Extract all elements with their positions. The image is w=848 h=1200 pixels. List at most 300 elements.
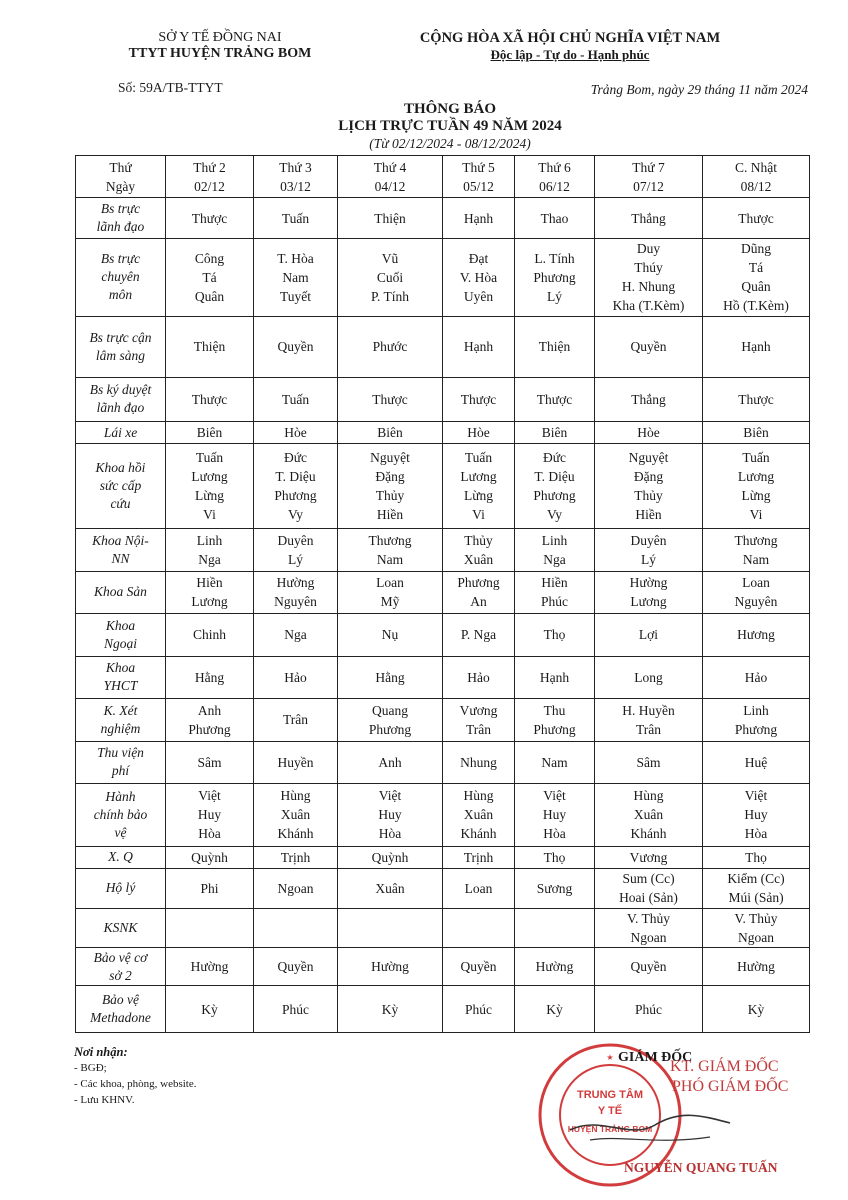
cell-line: Nụ bbox=[381, 627, 399, 643]
cell-line: Phương bbox=[368, 721, 412, 737]
cell-line: Biên bbox=[196, 425, 223, 441]
table-cell bbox=[703, 571, 810, 613]
row-label-cell bbox=[76, 571, 166, 613]
cell-line: Biên bbox=[541, 425, 568, 441]
cell-line: Thọ bbox=[543, 627, 566, 643]
cell-line: Phi bbox=[200, 880, 219, 896]
cell-line: Kỳ bbox=[381, 1001, 399, 1017]
table-row bbox=[76, 238, 810, 316]
cell-line: P. Tính bbox=[370, 288, 409, 304]
table-cell bbox=[254, 846, 338, 868]
cell-line: Lương bbox=[191, 469, 228, 485]
row-label-line: Lái xe bbox=[103, 424, 138, 440]
cell-line: Đặng bbox=[375, 469, 405, 485]
table-cell bbox=[443, 869, 515, 908]
table-cell bbox=[338, 869, 443, 908]
row-label-line: Khoa bbox=[105, 660, 136, 676]
row-label-cell bbox=[76, 846, 166, 868]
cell-line: Phúc bbox=[282, 1001, 309, 1017]
cell-line: T. Diệu bbox=[534, 469, 575, 485]
cell-line: 04/12 bbox=[374, 178, 406, 194]
table-cell bbox=[166, 377, 254, 422]
cell-line: Hiền bbox=[196, 575, 223, 591]
cell-line: H. Huyền bbox=[622, 702, 675, 718]
table-row bbox=[76, 947, 810, 985]
table-cell bbox=[443, 377, 515, 422]
cell-line: Duyên bbox=[630, 532, 667, 548]
cell-line: Phước bbox=[372, 339, 408, 355]
cell-line: Loan bbox=[464, 880, 493, 896]
cell-line: Đạt bbox=[468, 250, 489, 266]
cell-line: Uyên bbox=[463, 288, 494, 304]
cell-line: 05/12 bbox=[463, 178, 494, 194]
table-cell bbox=[595, 238, 703, 316]
table-cell bbox=[703, 846, 810, 868]
table-cell bbox=[443, 741, 515, 783]
table-cell bbox=[338, 908, 443, 947]
cell-line: Biên bbox=[743, 425, 769, 441]
row-label-line: Khoa Nội- bbox=[92, 532, 149, 548]
cell-line: Tá bbox=[748, 260, 764, 276]
cell-line: Thứ 4 bbox=[373, 159, 407, 175]
table-cell bbox=[338, 656, 443, 698]
cell-line: Thương bbox=[368, 532, 412, 548]
row-label-line: Bs trực cận bbox=[89, 329, 152, 345]
table-cell bbox=[595, 947, 703, 985]
cell-line: Việt bbox=[543, 788, 566, 804]
cell-line: Đức bbox=[542, 450, 567, 466]
cell-line: Thắng bbox=[631, 391, 666, 407]
cell-line: Lý bbox=[547, 288, 562, 304]
row-label-line: Ngoại bbox=[103, 635, 137, 651]
cell-line: Xuân bbox=[463, 551, 494, 567]
table-cell bbox=[515, 869, 595, 908]
cell-line: Hiền bbox=[541, 575, 568, 591]
cell-line: Hạnh bbox=[539, 669, 570, 685]
cell-line: Phương bbox=[533, 488, 576, 504]
row-label-line: lâm sàng bbox=[95, 347, 146, 363]
table-cell bbox=[254, 198, 338, 238]
table-cell bbox=[595, 908, 703, 947]
cell-line: Hòa bbox=[744, 826, 768, 842]
cell-line: Nga bbox=[284, 627, 307, 643]
cell-line: Loan bbox=[742, 575, 770, 591]
table-cell bbox=[703, 238, 810, 316]
cell-line: Múi (Sản) bbox=[728, 890, 784, 906]
cell-line: Hạnh bbox=[463, 339, 494, 355]
cell-line: Thủy bbox=[375, 488, 405, 504]
table-cell bbox=[166, 198, 254, 238]
cell-line: Việt bbox=[744, 788, 768, 804]
table-cell bbox=[166, 529, 254, 571]
cell-line: Quyền bbox=[460, 959, 497, 975]
cell-line: Nguyên bbox=[734, 594, 778, 610]
cell-line: Xuân bbox=[463, 807, 494, 823]
table-row bbox=[76, 699, 810, 741]
cell-line: Huyền bbox=[277, 754, 314, 770]
svg-text:★: ★ bbox=[606, 1053, 614, 1062]
table-cell bbox=[515, 198, 595, 238]
cell-line: Hòa bbox=[198, 826, 221, 842]
cell-line: Hiền bbox=[635, 507, 662, 523]
table-cell bbox=[338, 614, 443, 656]
cell-line: Hòe bbox=[637, 425, 660, 441]
table-cell bbox=[443, 198, 515, 238]
row-label-cell bbox=[76, 422, 166, 444]
table-cell bbox=[443, 986, 515, 1033]
table-cell bbox=[254, 238, 338, 316]
cell-line: Khánh bbox=[460, 826, 497, 842]
cell-line: Thiện bbox=[538, 339, 571, 355]
cell-line: Thứ 2 bbox=[193, 159, 226, 175]
row-label-line: lãnh đạo bbox=[96, 219, 145, 235]
table-cell bbox=[595, 444, 703, 529]
table-cell bbox=[443, 571, 515, 613]
cell-line: Lý bbox=[288, 551, 303, 567]
row-label-line: Bs trực bbox=[100, 201, 141, 217]
cell-line: Xuân bbox=[633, 807, 664, 823]
cell-line: Hường bbox=[737, 959, 775, 975]
table-cell bbox=[515, 699, 595, 741]
signature-deputy-line: PHÓ GIÁM ĐỐC bbox=[672, 1078, 789, 1095]
cell-line: Quyền bbox=[277, 959, 314, 975]
table-header-row bbox=[76, 156, 810, 198]
cell-line: Ngoan bbox=[738, 929, 774, 945]
cell-line: Đặng bbox=[633, 469, 664, 485]
cell-line: Tuấn bbox=[281, 210, 310, 226]
cell-line: Vương bbox=[459, 702, 498, 718]
cell-line: Trịnh bbox=[463, 849, 494, 865]
row-label-cell bbox=[76, 377, 166, 422]
svg-text:HUYỆN TRẢNG BOM: HUYỆN TRẢNG BOM bbox=[567, 1124, 653, 1134]
cell-line: Thúy bbox=[634, 260, 663, 276]
cell-line: Biên bbox=[377, 425, 403, 441]
table-cell bbox=[338, 198, 443, 238]
day-header-cell bbox=[703, 156, 810, 198]
cell-line: Lương bbox=[630, 594, 667, 610]
cell-line: Lương bbox=[191, 594, 228, 610]
table-row bbox=[76, 444, 810, 529]
signature-title: GIÁM ĐỐC bbox=[618, 1050, 693, 1065]
table-cell bbox=[703, 198, 810, 238]
cell-line: Lương bbox=[737, 469, 775, 485]
table-cell bbox=[595, 741, 703, 783]
cell-line: Hạnh bbox=[463, 210, 494, 226]
cell-line: Sâm bbox=[197, 754, 222, 770]
table-cell bbox=[166, 784, 254, 847]
document-number: Số: 59A/TB-TTYT bbox=[118, 80, 223, 95]
cell-line: Duyên bbox=[277, 532, 314, 548]
row-label-line: sức cấp bbox=[99, 478, 142, 494]
cell-line: Quỳnh bbox=[191, 849, 228, 865]
table-cell bbox=[443, 529, 515, 571]
row-label-line: vệ bbox=[114, 824, 127, 840]
schedule-title: LỊCH TRỰC TUẦN 49 NĂM 2024 bbox=[338, 118, 562, 134]
cell-line: Dũng bbox=[741, 241, 771, 257]
day-header-cell bbox=[254, 156, 338, 198]
cell-line: Thứ 6 bbox=[538, 159, 571, 175]
cell-line: Tá bbox=[202, 269, 217, 285]
table-cell bbox=[703, 377, 810, 422]
handwritten-signature bbox=[560, 1095, 740, 1155]
cell-line: Vi bbox=[472, 507, 485, 523]
row-label-line: YHCT bbox=[103, 678, 138, 694]
table-row bbox=[76, 741, 810, 783]
cell-line: Quân bbox=[194, 288, 225, 304]
cell-line: Kỳ bbox=[546, 1001, 563, 1017]
cell-line: Hằng bbox=[375, 669, 405, 685]
table-cell bbox=[515, 529, 595, 571]
table-cell bbox=[166, 444, 254, 529]
table-cell bbox=[338, 316, 443, 377]
cell-line: Hương bbox=[737, 627, 775, 643]
table-row bbox=[76, 908, 810, 947]
cell-line: Kỳ bbox=[747, 1001, 765, 1017]
table-cell bbox=[338, 238, 443, 316]
table-cell bbox=[443, 316, 515, 377]
cell-line: Thược bbox=[191, 210, 228, 226]
table-cell bbox=[443, 614, 515, 656]
cell-line: Quyền bbox=[630, 959, 667, 975]
row-label-line: sở 2 bbox=[109, 967, 132, 983]
row-label-line: Thu viện bbox=[97, 745, 144, 761]
table-cell bbox=[595, 198, 703, 238]
document-date: Trảng Bom, ngày 29 tháng 11 năm 2024 bbox=[590, 82, 808, 97]
cell-line: Hảo bbox=[467, 669, 490, 685]
table-cell bbox=[595, 316, 703, 377]
cell-line: Phúc bbox=[635, 1001, 662, 1017]
table-row bbox=[76, 529, 810, 571]
row-label-line: Bảo vệ cơ bbox=[93, 949, 148, 965]
day-header-cell bbox=[338, 156, 443, 198]
cell-line: Thược bbox=[738, 210, 774, 226]
table-cell bbox=[515, 422, 595, 444]
table-cell bbox=[254, 444, 338, 529]
table-cell bbox=[595, 656, 703, 698]
table-cell bbox=[703, 784, 810, 847]
table-cell bbox=[166, 571, 254, 613]
table-cell bbox=[515, 741, 595, 783]
table-cell bbox=[515, 316, 595, 377]
table-row bbox=[76, 614, 810, 656]
table-cell bbox=[703, 444, 810, 529]
table-row bbox=[76, 198, 810, 238]
day-header-cell bbox=[166, 156, 254, 198]
row-label-line: Bs trực bbox=[100, 251, 141, 267]
table-cell bbox=[166, 422, 254, 444]
table-cell bbox=[254, 869, 338, 908]
row-label-line: KSNK bbox=[103, 919, 138, 935]
table-cell bbox=[254, 614, 338, 656]
cell-line: Đức bbox=[283, 450, 308, 466]
cell-line: Tuấn bbox=[281, 391, 310, 407]
cell-line: Phương bbox=[457, 575, 500, 591]
table-cell bbox=[254, 571, 338, 613]
table-cell bbox=[515, 908, 595, 947]
cell-line: Hòa bbox=[543, 826, 566, 842]
cell-line: Vi bbox=[749, 507, 763, 523]
cell-line: Nhung bbox=[460, 754, 497, 770]
table-cell bbox=[443, 908, 515, 947]
signature-kt-line: KT. GIÁM ĐỐC bbox=[670, 1058, 779, 1075]
cell-line: 02/12 bbox=[194, 178, 225, 194]
cell-line: Nguyên bbox=[274, 594, 317, 610]
row-label-line: môn bbox=[108, 287, 133, 303]
table-cell bbox=[254, 699, 338, 741]
cell-line: V. Thủy bbox=[626, 910, 670, 926]
cell-line: Hùng bbox=[633, 788, 664, 804]
table-cell bbox=[443, 784, 515, 847]
table-cell bbox=[595, 986, 703, 1033]
cell-line: Hùng bbox=[463, 788, 494, 804]
recipient-item: - Lưu KHNV. bbox=[74, 1094, 135, 1106]
cell-line: Hường bbox=[629, 575, 668, 591]
table-row bbox=[76, 869, 810, 908]
table-cell bbox=[254, 741, 338, 783]
cell-line: Vũ bbox=[381, 250, 399, 266]
cell-line: Hòe bbox=[284, 425, 307, 441]
cell-line: Thứ 5 bbox=[462, 159, 495, 175]
cell-line: L. Tính bbox=[534, 250, 575, 266]
day-header-cell bbox=[595, 156, 703, 198]
cell-line: Thao bbox=[540, 210, 569, 226]
table-cell bbox=[166, 947, 254, 985]
table-cell bbox=[166, 238, 254, 316]
table-cell bbox=[254, 908, 338, 947]
table-cell bbox=[443, 947, 515, 985]
table-cell bbox=[254, 784, 338, 847]
cell-line: Khánh bbox=[277, 826, 314, 842]
row-label-cell bbox=[76, 656, 166, 698]
table-row bbox=[76, 656, 810, 698]
cell-line: Hồ (T.Kèm) bbox=[723, 298, 789, 314]
nation-title: CỘNG HÒA XÃ HỘI CHỦ NGHĨA VIỆT NAM bbox=[419, 30, 721, 46]
cell-line: Hòa bbox=[378, 826, 402, 842]
header-label-cell bbox=[76, 156, 166, 198]
row-label-cell bbox=[76, 741, 166, 783]
table-cell bbox=[515, 377, 595, 422]
cell-line: Kỳ bbox=[201, 1001, 218, 1017]
table-cell bbox=[443, 699, 515, 741]
cell-line: T. Diệu bbox=[275, 469, 316, 485]
cell-line: Nguyệt bbox=[628, 450, 669, 466]
cell-line: Xuân bbox=[375, 880, 405, 896]
cell-line: Huy bbox=[378, 807, 402, 823]
row-label-line: Ngày bbox=[105, 178, 136, 194]
cell-line: Phương bbox=[734, 721, 778, 737]
cell-line: Thược bbox=[191, 391, 228, 407]
table-cell bbox=[703, 529, 810, 571]
cell-line: Hảo bbox=[284, 669, 307, 685]
cell-line: Nguyệt bbox=[370, 450, 410, 466]
row-label-cell bbox=[76, 614, 166, 656]
recipient-item: - BGĐ; bbox=[74, 1062, 107, 1074]
cell-line: Nam bbox=[742, 551, 770, 567]
table-row bbox=[76, 846, 810, 868]
table-row bbox=[76, 784, 810, 847]
org-name: TTYT HUYỆN TRẢNG BOM bbox=[128, 46, 312, 61]
table-row bbox=[76, 377, 810, 422]
table-cell bbox=[254, 316, 338, 377]
table-cell bbox=[515, 784, 595, 847]
table-cell bbox=[515, 614, 595, 656]
table-cell bbox=[166, 656, 254, 698]
table-cell bbox=[515, 656, 595, 698]
table-cell bbox=[166, 699, 254, 741]
cell-line: Hạnh bbox=[741, 339, 771, 355]
row-label-cell bbox=[76, 444, 166, 529]
table-cell bbox=[338, 444, 443, 529]
row-label-line: lãnh đạo bbox=[96, 400, 145, 416]
table-cell bbox=[703, 908, 810, 947]
cell-line: Lương bbox=[460, 469, 497, 485]
cell-line: Thứ 7 bbox=[632, 159, 665, 175]
cell-line: Thiện bbox=[193, 339, 226, 355]
table-cell bbox=[703, 741, 810, 783]
cell-line: Cuối bbox=[376, 269, 404, 285]
cell-line: T. Hòa bbox=[277, 250, 314, 266]
table-cell bbox=[595, 869, 703, 908]
row-label-line: K. Xét bbox=[103, 702, 138, 718]
cell-line: Ngoan bbox=[277, 880, 314, 896]
cell-line: Xuân bbox=[280, 807, 311, 823]
table-cell bbox=[338, 571, 443, 613]
cell-line: Thược bbox=[738, 391, 774, 407]
table-cell bbox=[338, 422, 443, 444]
cell-line: Thược bbox=[372, 391, 408, 407]
duty-roster-table bbox=[75, 155, 810, 1033]
table-cell bbox=[703, 614, 810, 656]
signer-name: NGUYỄN QUANG TUẤN bbox=[624, 1160, 778, 1175]
table-cell bbox=[515, 986, 595, 1033]
row-label-line: cứu bbox=[110, 496, 131, 512]
table-cell bbox=[515, 571, 595, 613]
cell-line: Phúc bbox=[465, 1001, 492, 1017]
cell-line: Huy bbox=[744, 807, 768, 823]
cell-line: Hường bbox=[190, 959, 229, 975]
cell-line: Hường bbox=[276, 575, 315, 591]
cell-line: Tuấn bbox=[464, 450, 493, 466]
table-cell bbox=[338, 986, 443, 1033]
table-cell bbox=[166, 316, 254, 377]
cell-line: Hảo bbox=[744, 669, 768, 685]
cell-line: Phương bbox=[533, 721, 576, 737]
table-cell bbox=[595, 571, 703, 613]
table-cell bbox=[443, 422, 515, 444]
cell-line: Việt bbox=[198, 788, 221, 804]
cell-line: Khánh bbox=[630, 826, 667, 842]
cell-line: Thiện bbox=[374, 210, 406, 226]
table-cell bbox=[595, 422, 703, 444]
row-label-line: Hành bbox=[105, 788, 136, 804]
svg-text:Y TẾ: Y TẾ bbox=[597, 1105, 623, 1117]
cell-line: Nga bbox=[543, 551, 566, 567]
cell-line: Trân bbox=[282, 712, 308, 728]
cell-line: Quyền bbox=[277, 339, 314, 355]
cell-line: Lợi bbox=[638, 627, 659, 643]
cell-line: Loan bbox=[376, 575, 404, 591]
cell-line: Duy bbox=[636, 241, 661, 257]
cell-line: Linh bbox=[196, 532, 223, 548]
cell-line: Linh bbox=[541, 532, 568, 548]
table-cell bbox=[166, 908, 254, 947]
row-label-cell bbox=[76, 316, 166, 377]
cell-line: Kiểm (Cc) bbox=[727, 871, 785, 887]
table-cell bbox=[515, 846, 595, 868]
row-label-line: X. Q bbox=[108, 849, 133, 865]
cell-line: Chinh bbox=[192, 627, 226, 643]
cell-line: Tuấn bbox=[742, 450, 770, 466]
